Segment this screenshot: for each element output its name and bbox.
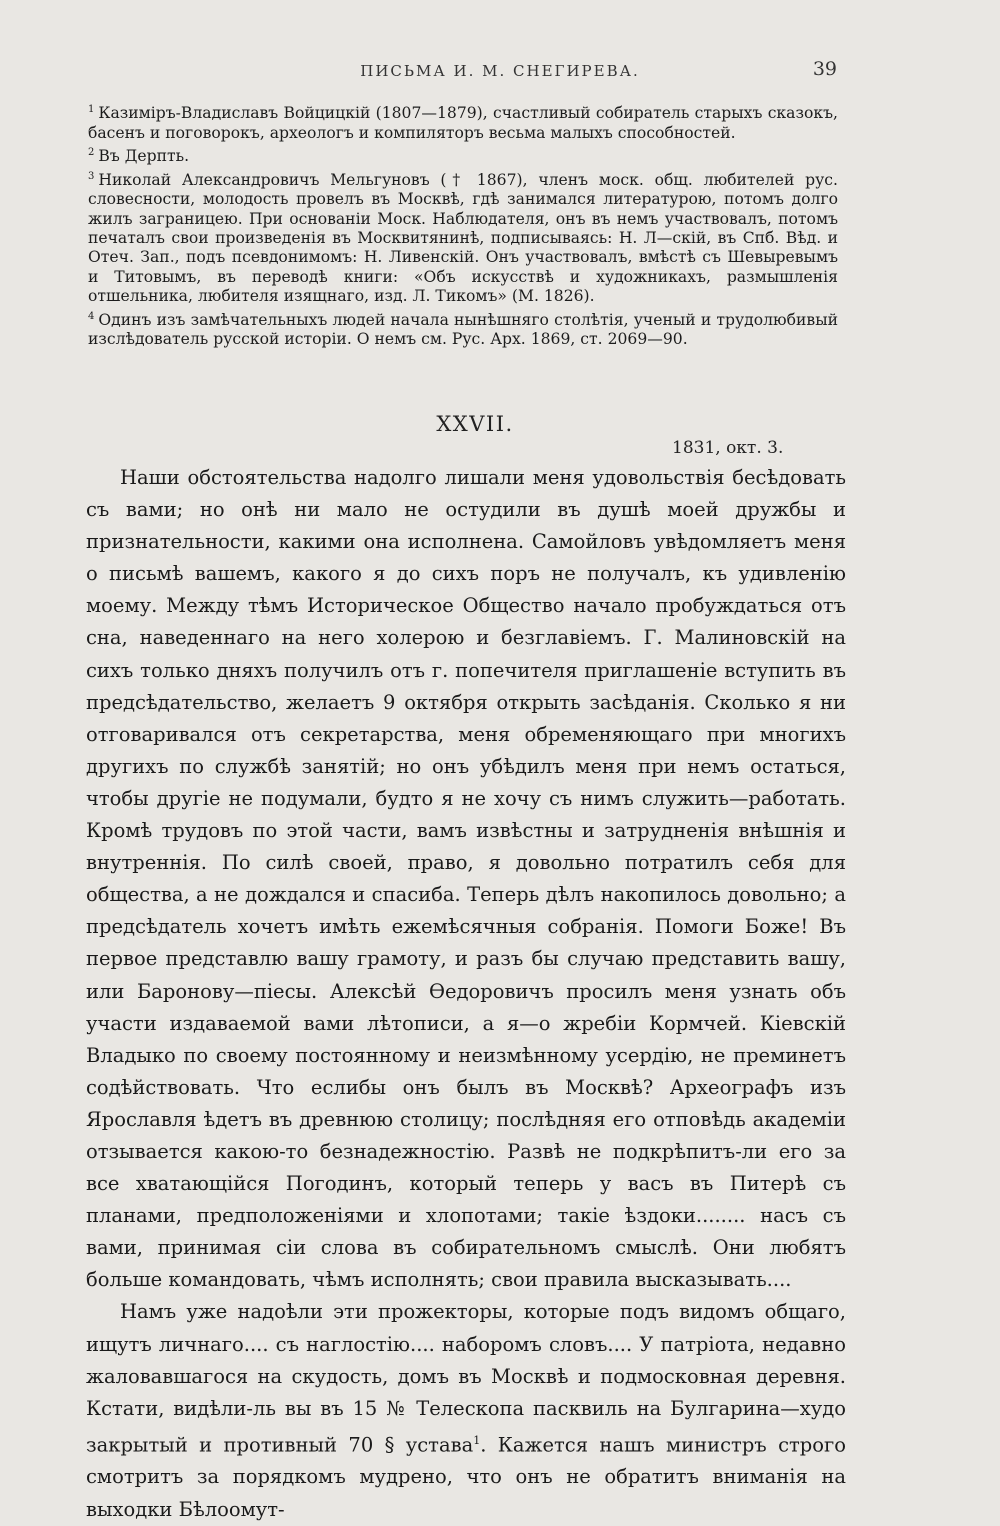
footnote	[88, 167, 838, 307]
footnote-number: 4	[88, 310, 95, 322]
footnote-text: Въ Дерпть.	[98, 147, 190, 166]
letter-date: 1831, окт. 3.	[672, 438, 784, 458]
footnote-text: Одинъ изъ замѣчательныхъ людей начала нынѣшняго столѣтія, ученый и трудолюбивый изслѣдователь русской исторіи. О немъ см. Рус. Арх. 1869, ст. 2069—90.	[88, 310, 838, 349]
note-reference: 1	[473, 1433, 481, 1447]
footnote	[88, 307, 838, 350]
paragraph-text: . Кажется нашъ министръ строго смотритъ за порядкомъ мудрено, что онъ не обратитъ вниманія на выходки Бѣлоомут-	[86, 1433, 846, 1521]
letter-number: XXVII.	[436, 412, 514, 436]
footnotes	[88, 100, 838, 350]
running-title: ПИСЬМА И. М. СНЕГИРЕВА.	[360, 62, 640, 80]
footnote-number: 3	[88, 170, 95, 182]
footnote	[88, 143, 838, 167]
footnote-text: Казиміръ-Владиславъ Войцицкій (1807—1879), счастливый собиратель старыхъ сказокъ, басенъ и поговорокъ, археологъ и компиляторъ весьма малыхъ способностей.	[88, 104, 838, 142]
paragraph: Наши обстоятельства надолго лишали меня удовольствія бесѣдовать съ вами; но онѣ ни мало не остудили въ душѣ моей дружбы и признательности, какими она исполнена. Самойловъ увѣдомляетъ меня о письмѣ вашемъ, какого я до сихъ поръ не получалъ, къ удивленію моему. Между тѣмъ Историческое Общество начало пробуждаться отъ сна, наведеннаго на него холерою и безглавіемъ. Г. Малиновскій на сихъ только дняхъ получилъ отъ г. попечителя приглашеніе вступить въ предсѣдательство, желаетъ 9 октября открыть засѣданія. Сколько я ни отговаривался отъ секретарства, меня обременяющаго при многихъ другихъ по службѣ занятій; но онъ убѣдилъ меня при немъ остаться, чтобы другіе не подумали, будто я не хочу съ нимъ служить—работать. Кромѣ трудовъ по этой части, вамъ извѣстны и затрудненія внѣшнія и внутреннія. По силѣ своей, право, я довольно потратилъ себя для общества, а не дождался и спасиба. Теперь дѣлъ накопилось довольно; а предсѣдатель хочетъ имѣть ежемѣсячныя собранія. Помоги Боже! Въ первое представлю вашу грамоту, и разъ бы случаю представить вашу, или Баронову—піесы. Алексѣй Ѳедоровичъ просилъ меня узнать объ участи издаваемой вами лѣтописи, а я—о жребіи Кормчей. Кіевскій Владыко по своему постоянному и неизмѣнному усердію, не преминетъ содѣйствовать. Что еслибы онъ былъ въ Москвѣ? Археографъ изъ Ярославля ѣдетъ въ древнюю столицу; послѣдняя его отповѣдь академіи отзывается какою-то безнадежностію. Развѣ не подкрѣпитъ-ли его за все хватающійся Погодинъ, который теперь у васъ въ Питерѣ съ планами, предположеніями и хлопотами; такіе ѣздоки........ насъ съ вами, принимая сіи слова въ собирательномъ смыслѣ. Они любятъ больше командовать, чѣмъ исполнять; свои правила высказывать....	[86, 466, 846, 1292]
footnote-text: Николай Александровичъ Мельгуновъ († 1867), членъ моск. общ. любителей рус. словесности, молодость провелъ въ Москвѣ, гдѣ занимался литературою, потомъ долго жилъ заграницею. При основаніи Моск. Наблюдателя, онъ въ немъ участвовалъ, потомъ печаталъ свои произведенія въ Москвитянинѣ, подписываясь: Н. Л—скій, въ Спб. Вѣд. и Отеч. Зап., подъ псевдонимомъ: Н. Ливенскій. Онъ участвовалъ, вмѣстѣ съ Шевыревымъ и Титовымъ, въ переводѣ книги: «Объ искусствѣ и художникахъ, размышленія отшельника, любителя изящнаго, изд. Л. Тикомъ» (М. 1826).	[88, 170, 838, 306]
footnote	[88, 100, 838, 143]
footnote-number: 2	[88, 147, 95, 158]
paragraph-text: Намъ уже надоѣли эти прожекторы, которые подъ видомъ общаго, ищутъ личнаго.... съ наглостію.... наборомъ словъ.... У патріота, недавно жаловавшагося на скудость, домъ въ Москвѣ и подмосковная деревня. Кстати, видѣли-ль вы въ 15 № Телескопа пасквиль на Булгарина—худо закрытый и противный 70 § устава	[86, 1300, 846, 1457]
paragraph	[86, 1296, 846, 1525]
letter-body	[86, 462, 846, 1526]
page-number: 39	[812, 58, 837, 80]
footnote-number: 1	[88, 104, 95, 115]
